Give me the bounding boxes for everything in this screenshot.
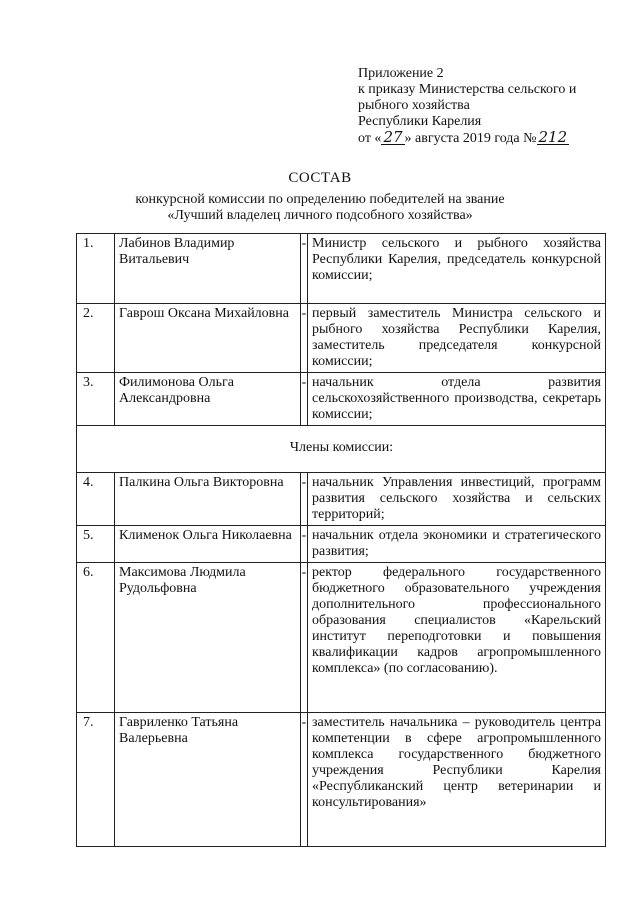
dash-separator: - bbox=[301, 304, 308, 373]
dash-separator: - bbox=[301, 713, 308, 847]
dash-separator: - bbox=[301, 234, 308, 304]
row-number: 7. bbox=[77, 713, 115, 847]
appendix-header bbox=[358, 66, 608, 147]
member-name: Гавриленко Татьяна Валерьевна bbox=[115, 713, 301, 847]
member-name: Лабинов Владимир Витальевич bbox=[115, 234, 301, 304]
member-name: Максимова Людмила Рудольфовна bbox=[115, 563, 301, 713]
dash-separator: - bbox=[301, 373, 308, 426]
date-middle: » августа 2019 года № bbox=[404, 131, 537, 146]
member-name: Клименок Ольга Николаевна bbox=[115, 526, 301, 563]
date-prefix: от « bbox=[358, 131, 382, 146]
appendix-ministry-line: рыбного хозяйства bbox=[358, 98, 470, 113]
table-row bbox=[77, 373, 606, 426]
appendix-order-line: к приказу Министерства сельского и bbox=[358, 82, 577, 97]
table-row bbox=[77, 473, 606, 526]
row-number: 2. bbox=[77, 304, 115, 373]
handwritten-day: 27 bbox=[383, 128, 403, 146]
member-name: Гаврош Оксана Михайловна bbox=[115, 304, 301, 373]
document-subtitle-line2: «Лучший владелец личного подсобного хозяйства» bbox=[167, 208, 473, 223]
row-number: 3. bbox=[77, 373, 115, 426]
member-role: Министр сельского и рыбного хозяйства Республики Карелия, председатель конкурсной комиссии; bbox=[308, 234, 606, 304]
appendix-date-line bbox=[358, 130, 608, 147]
row-number: 1. bbox=[77, 234, 115, 304]
member-role: начальник отдела развития сельскохозяйственного производства, секретарь комиссии; bbox=[308, 373, 606, 426]
member-role: начальник Управления инвестиций, программ развития сельского хозяйства и сельских территорий; bbox=[308, 473, 606, 526]
table-row bbox=[77, 234, 606, 304]
members-heading: Члены комиссии: bbox=[77, 426, 606, 473]
member-role: заместитель начальника – руководитель центра компетенции в сфере агропромышленного комплекса государственного бюджетного учреждения Республики Карелия «Республиканский центр ветеринарии и консультирования» bbox=[308, 713, 606, 847]
member-name: Палкина Ольга Викторовна bbox=[115, 473, 301, 526]
dash-separator: - bbox=[301, 473, 308, 526]
document-subtitle-line1: конкурсной комиссии по определению победителей на звание bbox=[135, 192, 505, 207]
row-number: 4. bbox=[77, 473, 115, 526]
document-title: СОСТАВ bbox=[288, 170, 352, 186]
dash-separator: - bbox=[301, 526, 308, 563]
member-role: начальник отдела экономики и стратегического развития; bbox=[308, 526, 606, 563]
table-row bbox=[77, 563, 606, 713]
table-row bbox=[77, 526, 606, 563]
handwritten-order-number: 212 bbox=[538, 128, 568, 146]
member-role: ректор федерального государственного бюджетного образовательного учреждения дополнительного профессионального образования специалистов «Карельский институт переподготовки и повышения квалификации кадров агропромышленного комплекса» (по согласованию). bbox=[308, 563, 606, 713]
appendix-republic-line: Республики Карелия bbox=[358, 114, 482, 129]
member-role: первый заместитель Министра сельского и рыбного хозяйства Республики Карелия, заместитель председателя конкурсной комиссии; bbox=[308, 304, 606, 373]
member-name: Филимонова Ольга Александровна bbox=[115, 373, 301, 426]
table-row bbox=[77, 426, 606, 473]
row-number: 6. bbox=[77, 563, 115, 713]
appendix-number: Приложение 2 bbox=[358, 66, 444, 81]
dash-separator: - bbox=[301, 563, 308, 713]
table-row bbox=[77, 304, 606, 373]
commission-table bbox=[76, 233, 606, 847]
table-row bbox=[77, 713, 606, 847]
row-number: 5. bbox=[77, 526, 115, 563]
